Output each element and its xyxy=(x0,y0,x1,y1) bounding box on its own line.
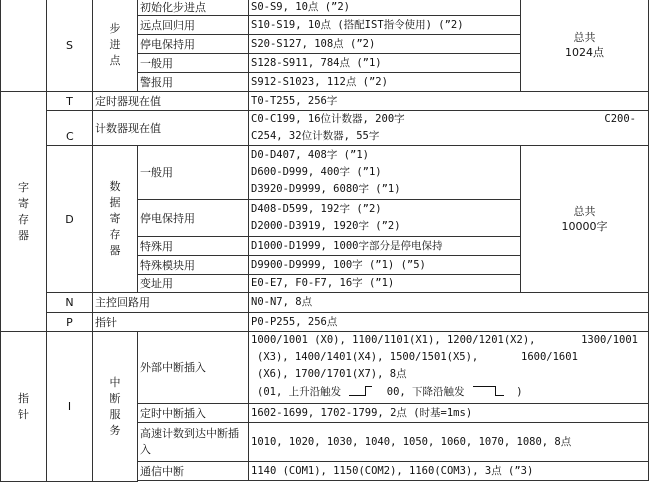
pointer-group-cell: 指针 xyxy=(0,331,47,482)
d-type-cell: 数据寄存器 xyxy=(92,145,138,293)
d-special-name: 特殊用 xyxy=(137,236,249,256)
d-special-module-range: D9900-D9999, 100字 (”1) (”5) xyxy=(248,255,521,275)
i-external-range: 1000/1001 (X0), 1100/1101(X1), 1200/1201(X2), 1300/1001 (X3), 1400/1401(X4), 1500/1501(X5), 1600/1601 (X6), 1700/1701(X7), 8点 (01, 上升沿触发 00, 下降沿触发 ) xyxy=(248,331,649,404)
c-name-cell: 计数器现在值 xyxy=(92,110,249,146)
n-code-cell: N xyxy=(46,292,93,313)
s-block-group-cell xyxy=(0,0,47,92)
d-total-cell: 总共 10000字 xyxy=(520,145,649,293)
d-special-module-name: 特殊模块用 xyxy=(137,255,249,275)
s-type-cell: 步进点 xyxy=(92,0,138,92)
s-total-cell: 总共 1024点 xyxy=(520,0,649,92)
d-code-cell: D xyxy=(46,145,93,293)
s-row-range: S10-S19, 10点 (搭配IST指令使用) (”2) xyxy=(248,15,521,35)
n-name-cell: 主控回路用 xyxy=(92,292,249,313)
s-row-range: S0-S9, 10点 (”2) xyxy=(248,0,521,16)
i-timer-name: 定时中断插入 xyxy=(137,403,249,423)
i-comm-name: 通信中断 xyxy=(137,461,249,481)
d-index-name: 变址用 xyxy=(137,274,249,293)
i-external-name: 外部中断插入 xyxy=(137,331,249,404)
s-code-cell: S xyxy=(46,0,93,92)
d-general-range: D0-D407, 408字 (”1) D600-D999, 400字 (”1) D3920-D9999, 6080字 (”1) xyxy=(248,145,521,200)
s-row-name: 停电保持用 xyxy=(137,34,249,54)
s-row-range: S128-S911, 784点 (”1) xyxy=(248,53,521,73)
d-index-range: E0-E7, F0-F7, 16字 (”1) xyxy=(248,274,521,293)
p-range-cell: P0-P255, 256点 xyxy=(248,312,649,332)
s-row-name: 初始化步进点 xyxy=(137,0,249,16)
s-row-name: 警报用 xyxy=(137,72,249,92)
d-retain-range: D408-D599, 192字 (”2) D2000-D3919, 1920字 (”2) xyxy=(248,199,521,237)
n-range-cell: N0-N7, 8点 xyxy=(248,292,649,313)
s-row-name: 一般用 xyxy=(137,53,249,73)
i-hsc-name: 高速计数到达中断插入 xyxy=(137,422,249,462)
i-type-cell: 中断服务 xyxy=(92,331,138,482)
i-hsc-range: 1010, 1020, 1030, 1040, 1050, 1060, 1070, 1080, 8点 xyxy=(248,422,649,462)
s-row-name: 远点回归用 xyxy=(137,15,249,35)
d-general-name: 一般用 xyxy=(137,145,249,200)
d-special-range: D1000-D1999, 1000字部分是停电保持 xyxy=(248,236,521,256)
s-row-range: S912-S1023, 112点 (”2) xyxy=(248,72,521,92)
c-range-cell: C0-C199, 16位计数器, 200字 C200- C254, 32位计数器, 55字 xyxy=(248,110,649,146)
d-retain-name: 停电保持用 xyxy=(137,199,249,237)
register-group-cell: 字寄存器 xyxy=(0,91,47,332)
i-comm-range: 1140 (COM1), 1150(COM2), 1160(COM3), 3点 (”3) xyxy=(248,461,649,481)
t-range-cell: T0-T255, 256字 xyxy=(248,91,649,111)
edge-trigger-note: (01, 上升沿触发 00, 下降沿触发 ) xyxy=(257,386,523,398)
t-code-cell: T xyxy=(46,91,93,111)
i-code-cell: I xyxy=(46,331,93,482)
p-name-cell: 指针 xyxy=(92,312,249,332)
c-code-cell: C xyxy=(46,110,93,146)
i-timer-range: 1602-1699, 1702-1799, 2点 (时基=1ms) xyxy=(248,403,649,423)
rising-edge-icon xyxy=(349,386,366,396)
t-name-cell: 定时器现在值 xyxy=(92,91,249,111)
p-code-cell: P xyxy=(46,312,93,332)
falling-edge-icon xyxy=(473,386,496,396)
s-row-range: S20-S127, 108点 (”2) xyxy=(248,34,521,54)
